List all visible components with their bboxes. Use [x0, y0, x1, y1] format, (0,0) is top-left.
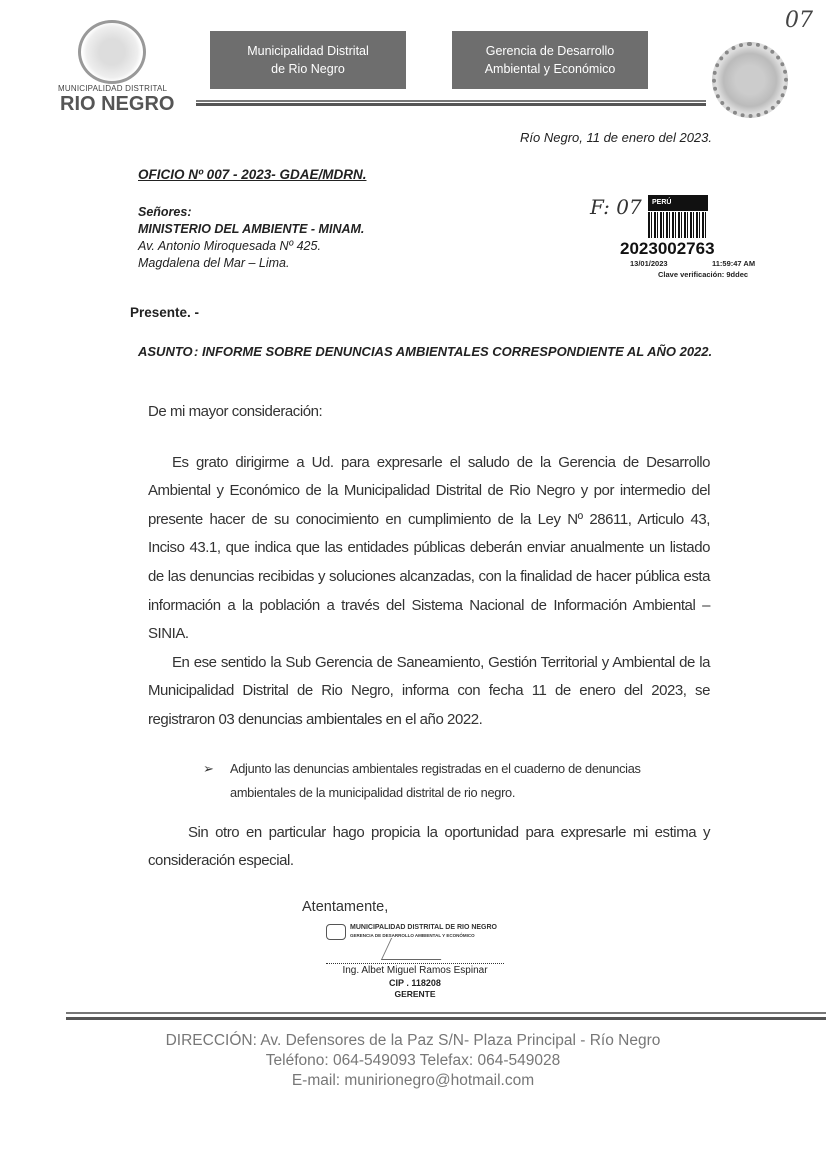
letter-date: Río Negro, 11 de enero del 2023. — [520, 130, 713, 145]
municipal-logo — [74, 20, 150, 80]
header-box-gerencia — [452, 31, 648, 89]
paragraph-1: Es grato dirigirme a Ud. para expresarle el saludo de la Gerencia de Desarrollo Ambiental y Económico de la Municipalidad Distrital de Rio Negro y por intermedio del presente hacer de su conocimiento en cumplimiento de la Ley Nº 28611, Articulo 43, Inciso 43.1, que indica que las entidades públicas deberán enviar anualmente un listado de las denuncias recibidas y soluciones alcanzadas, con la finalidad de hacer pública esta información a la población a través del Sistema Nacional de Información Ambiental – SINIA. — [148, 453, 710, 643]
footer-divider — [66, 1012, 826, 1020]
header-box-line: de Rio Negro — [271, 62, 345, 76]
stamp-line-2: GERENCIA DE DESARROLLO AMBIENTAL Y ECONÓMICO — [350, 932, 475, 938]
signer-title: GERENTE — [394, 988, 436, 999]
logo-text-big: RIO NEGRO — [60, 93, 175, 115]
stamp-handwritten: F: 07 — [590, 195, 642, 219]
footer-phone: Teléfono: 064-549093 Telefax: 064-549028 — [265, 1052, 561, 1069]
bullet-item — [203, 757, 683, 805]
salutation: Señores: — [138, 205, 192, 219]
bullet-text: Adjunto las denuncias ambientales registradas en el cuaderno de denuncias ambientales de la municipalidad distrital de rio negro. — [230, 760, 641, 800]
footer-address: DIRECCIÓN: Av. Defensores de la Paz S/N- Plaza Principal - Río Negro — [165, 1032, 661, 1049]
stamp-line-1: MUNICIPALIDAD DISTRITAL DE RIO NEGRO — [350, 923, 497, 931]
handwritten-signature — [381, 938, 451, 960]
header-divider — [196, 100, 706, 106]
environmental-seal-icon — [712, 42, 788, 118]
signature-line — [326, 963, 504, 964]
header-box-line: Gerencia de Desarrollo — [485, 44, 615, 58]
registration-number: 2023002763 — [620, 239, 715, 258]
reception-stamp — [590, 190, 770, 290]
recipient-block — [138, 204, 364, 272]
folio-number: 07 — [785, 8, 813, 33]
logo-text-small: MUNICIPALIDAD DISTRITAL — [58, 84, 168, 93]
peru-brand: PERÚ — [648, 195, 708, 211]
registration-time: 11:59:47 AM — [712, 259, 756, 268]
barcode-icon — [648, 212, 708, 238]
subject-line — [138, 344, 712, 360]
letter-body — [148, 398, 710, 1002]
recipient-org: MINISTERIO DEL AMBIENTE - MINAM. — [138, 222, 365, 236]
arrow-bullet-icon: ➢ — [203, 760, 214, 776]
signature-block — [326, 924, 516, 1002]
footer-email: E-mail: munirionegro@hotmail.com — [291, 1072, 535, 1089]
header-box-line: Municipalidad Distrital — [247, 44, 369, 58]
oficio-number: OFICIO Nº 007 - 2023- GDAE/MDRN. — [138, 167, 367, 182]
subject-key: ASUNTO — [138, 344, 193, 359]
coat-of-arms-icon — [78, 20, 146, 84]
signer-cip: CIP . 118208 — [389, 977, 441, 988]
registration-date: 13/01/2023 — [630, 259, 668, 268]
paragraph-2: En ese sentido la Sub Gerencia de Saneamiento, Gestión Territorial y Ambiental de la Municipalidad Distrital de Rio Negro, informa con fecha 11 de enero del 2023, se registraron 03 denuncias ambientales en el año 2022. — [148, 653, 710, 728]
header-box-municipality — [210, 31, 406, 89]
recipient-district: Magdalena del Mar – Lima. — [138, 256, 290, 270]
header-box-line: Ambiental y Económico — [484, 62, 616, 76]
signer-name: Ing. Albet Miguel Ramos Espinar — [342, 964, 488, 976]
emblem-icon — [326, 924, 346, 940]
presente: Presente. - — [130, 305, 200, 320]
paragraph-3: Sin otro en particular hago propicia la oportunidad para expresarle mi estima y consideración especial. — [148, 823, 710, 870]
subject-value: : INFORME SOBRE DENUNCIAS AMBIENTALES CORRESPONDIENTE AL AÑO 2022. — [194, 344, 713, 359]
recipient-address: Av. Antonio Miroquesada Nº 425. — [138, 239, 321, 253]
closing: Atentamente, — [302, 898, 389, 915]
greeting: De mi mayor consideración: — [148, 403, 323, 420]
verification-key: Clave verificación: 9ddec — [658, 270, 749, 279]
